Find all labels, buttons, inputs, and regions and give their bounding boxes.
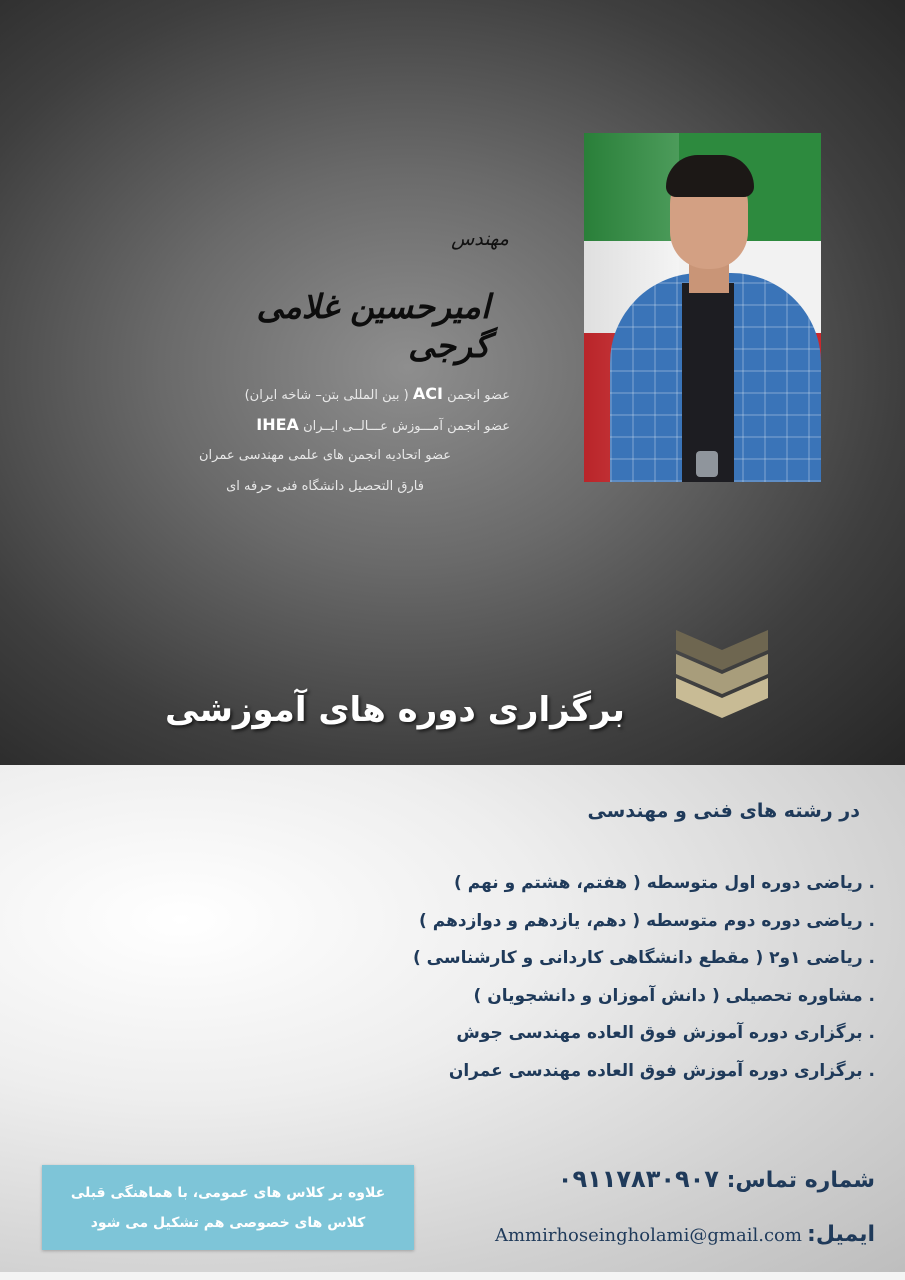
credential-prefix: عضو انجمن آمـــوزش عـــالــی ایــران — [303, 419, 510, 434]
subheading: در رشته های فنی و مهندسی — [587, 800, 860, 822]
credential-suffix: ( بین المللی بتن– شاخه ایران) — [244, 388, 409, 403]
phone-number[interactable]: ۰۹۱۱۷۸۳۰۹۰۷ — [557, 1165, 719, 1193]
list-item: . ریاضی دوره دوم متوسطه ( دهم، یازدهم و دوازدهم ) — [419, 910, 875, 931]
email-contact — [400, 1222, 875, 1258]
credential-line — [140, 409, 510, 440]
credential-acronym: ACI — [412, 384, 443, 403]
list-item: . ریاضی ۱و۲ ( مقطع دانشگاهی کاردانی و کارشناسی ) — [412, 948, 875, 968]
note-line: علاوه بر کلاس های عمومی، با هماهنگی قبلی — [70, 1184, 386, 1201]
list-item: . ریاضی دوره اول متوسطه ( هفتم، هشتم و نهم ) — [454, 873, 875, 893]
list-item: . برگزاری دوره آموزش فوق العاده مهندسی عمران — [448, 1060, 875, 1081]
phone-label: شماره تماس: — [726, 1168, 875, 1193]
email-address[interactable]: Ammirhoseingholami@gmail.com — [494, 1225, 802, 1246]
list-item: . مشاوره تحصیلی ( دانش آموزان و دانشجویان ) — [473, 985, 875, 1006]
credentials-list — [140, 378, 510, 502]
private-class-note — [42, 1165, 414, 1250]
credential-line: عضو اتحادیه انجمن های علمی مهندسی عمران — [199, 448, 451, 463]
person-hair — [666, 155, 754, 197]
credential-line: فارق التحصیل دانشگاه فنی حرفه ای — [226, 479, 424, 494]
phone-contact — [470, 1165, 875, 1205]
course-list — [300, 865, 875, 1090]
watch-icon — [696, 451, 718, 477]
credential-line — [140, 378, 510, 409]
chevron-rank-icon — [672, 628, 772, 720]
note-line: کلاس های خصوصی هم تشکیل می شود — [90, 1214, 366, 1231]
profile-photo — [584, 133, 821, 482]
person-name: امیرحسین غلامی گرجی — [256, 287, 490, 365]
footer-strip — [0, 1272, 905, 1280]
credential-prefix: عضو انجمن — [447, 388, 510, 403]
list-item: . برگزاری دوره آموزش فوق العاده مهندسی جوش — [456, 1023, 875, 1043]
title-prefix: مهندس — [451, 228, 509, 250]
headline: برگزاری دوره های آموزشی — [165, 690, 625, 730]
credential-acronym: IHEA — [256, 415, 299, 434]
email-label: ایمیل: — [807, 1222, 875, 1247]
